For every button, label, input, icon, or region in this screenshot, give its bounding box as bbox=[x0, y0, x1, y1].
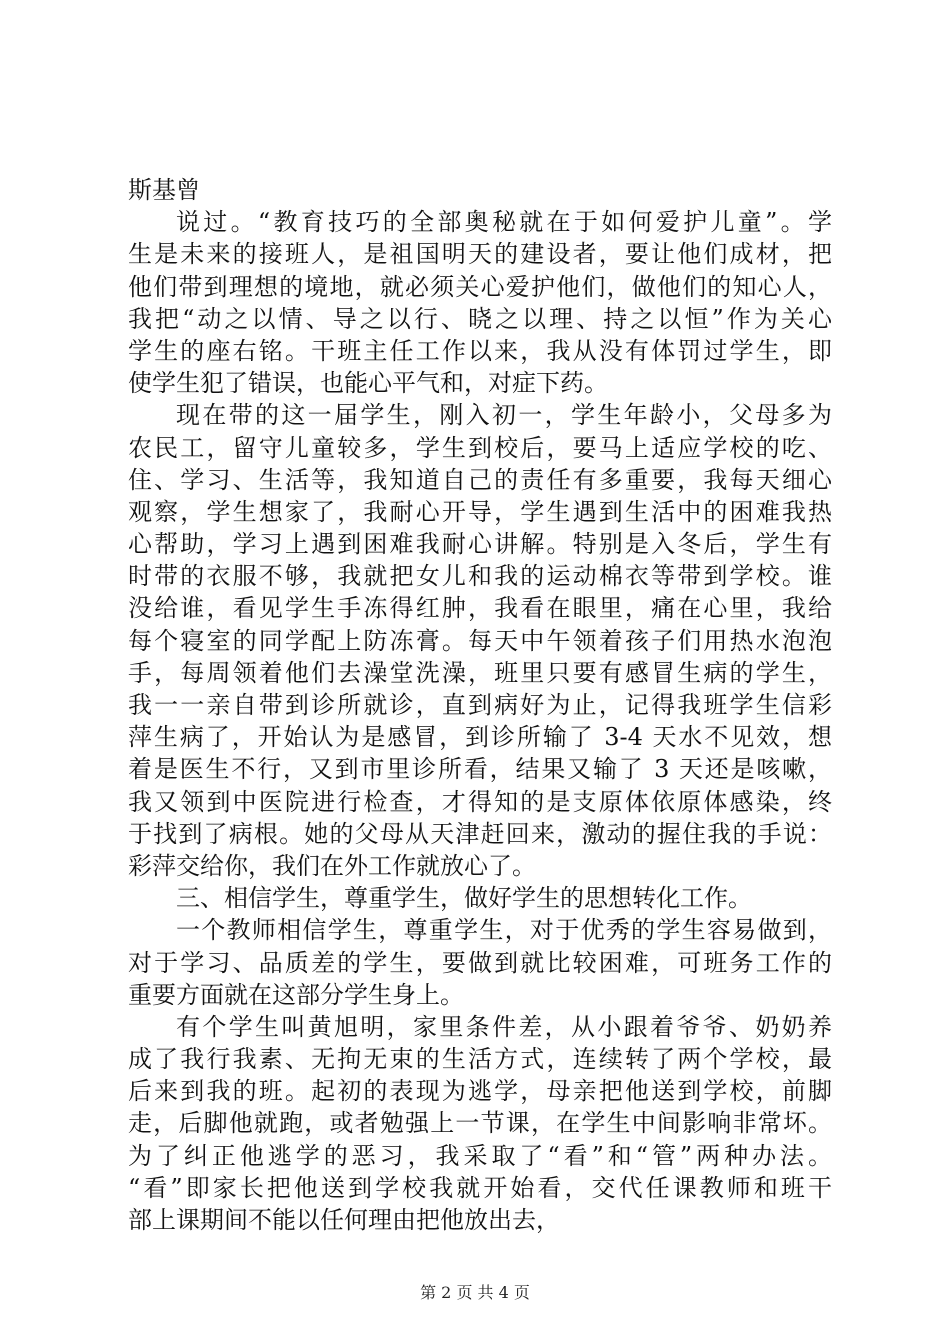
text-line: 没给谁，看见学生手冻得红肿，我看在眼里，痛在心里，我给 bbox=[128, 594, 832, 623]
text-line: 每个寝室的同学配上防冻膏。每天中午领着孩子们用热水泡泡 bbox=[128, 626, 832, 655]
text-line: 着是医生不行，又到市里诊所看，结果又输了 3 天还是咳嗽， bbox=[128, 755, 832, 784]
text-line: 农民工，留守儿童较多，学生到校后，要马上适应学校的吃、 bbox=[128, 433, 832, 462]
paragraph-start-line: 现在带的这一届学生，刚入初一，学生年龄小，父母多为 bbox=[176, 401, 832, 430]
text-line: 走，后脚他就跑，或者勉强上一节课，在学生中间影响非常坏。 bbox=[128, 1109, 832, 1138]
text-line: 我一一亲自带到诊所就诊，直到病好为止，记得我班学生信彩 bbox=[128, 691, 832, 719]
text-line: 住、学习、生活等，我知道自己的责任有多重要，我每天细心 bbox=[128, 465, 832, 494]
paragraph-start-line: 有个学生叫黄旭明，家里条件差，从小跟着爷爷、奶奶养 bbox=[176, 1012, 832, 1041]
paragraph-start-line: 一个教师相信学生，尊重学生，对于优秀的学生容易做到， bbox=[176, 916, 832, 945]
text-line: 我把“动之以情、导之以行、晓之以理、持之以恒”作为关心 bbox=[128, 304, 832, 333]
text-line: 对于学习、品质差的学生，要做到就比较困难，可班务工作的 bbox=[128, 948, 832, 977]
text-line: 生是未来的接班人，是祖国明天的建设者，要让他们成材，把 bbox=[128, 240, 832, 269]
text-line: 斯基曾 bbox=[128, 176, 200, 204]
text-line: 成了我行我素、无拘无束的生活方式，连续转了两个学校，最 bbox=[128, 1045, 832, 1074]
page-number-footer: 第 2 页 共 4 页 bbox=[420, 1283, 530, 1302]
text-line: 重要方面就在这部分学生身上。 bbox=[128, 980, 464, 1009]
text-line: 手，每周领着他们去澡堂洗澡，班里只要有感冒生病的学生， bbox=[128, 658, 832, 687]
text-line: 后来到我的班。起初的表现为逃学，母亲把他送到学校，前脚 bbox=[128, 1077, 832, 1106]
text-line: 学生的座右铭。干班主任工作以来，我从没有体罚过学生，即 bbox=[128, 336, 832, 365]
section-heading: 三、相信学生，尊重学生，做好学生的思想转化工作。 bbox=[176, 884, 752, 913]
text-line: 使学生犯了错误，也能心平气和，对症下药。 bbox=[128, 369, 608, 398]
text-line: 为了纠正他逃学的恶习，我采取了“看”和“管”两种办法。 bbox=[128, 1141, 832, 1170]
document-body bbox=[128, 174, 832, 1236]
text-line: 观察，学生想家了，我耐心开导，学生遇到生活中的困难我热 bbox=[128, 497, 832, 526]
text-line: 他们带到理想的境地，就必须关心爱护他们，做他们的知心人， bbox=[128, 272, 832, 301]
text-line: 彩萍交给你，我们在外工作就放心了。 bbox=[128, 851, 536, 880]
paragraph-start-line: 说过。“教育技巧的全部奥秘就在于如何爱护儿童”。学 bbox=[176, 208, 832, 237]
text-line: 部上课期间不能以任何理由把他放出去， bbox=[128, 1206, 560, 1234]
text-line: 心帮助，学习上遇到困难我耐心讲解。特别是入冬后，学生有 bbox=[128, 530, 832, 559]
text-line: 于找到了病根。她的父母从天津赶回来，激动的握住我的手说： bbox=[128, 819, 832, 848]
text-line: 时带的衣服不够，我就把女儿和我的运动棉衣等带到学校。谁 bbox=[128, 562, 832, 591]
text-line: 我又领到中医院进行检查，才得知的是支原体依原体感染，终 bbox=[128, 787, 832, 816]
text-line: “看”即家长把他送到学校我就开始看，交代任课教师和班干 bbox=[128, 1173, 832, 1202]
text-line: 萍生病了，开始认为是感冒，到诊所输了 3-4 天水不见效，想 bbox=[128, 723, 832, 752]
